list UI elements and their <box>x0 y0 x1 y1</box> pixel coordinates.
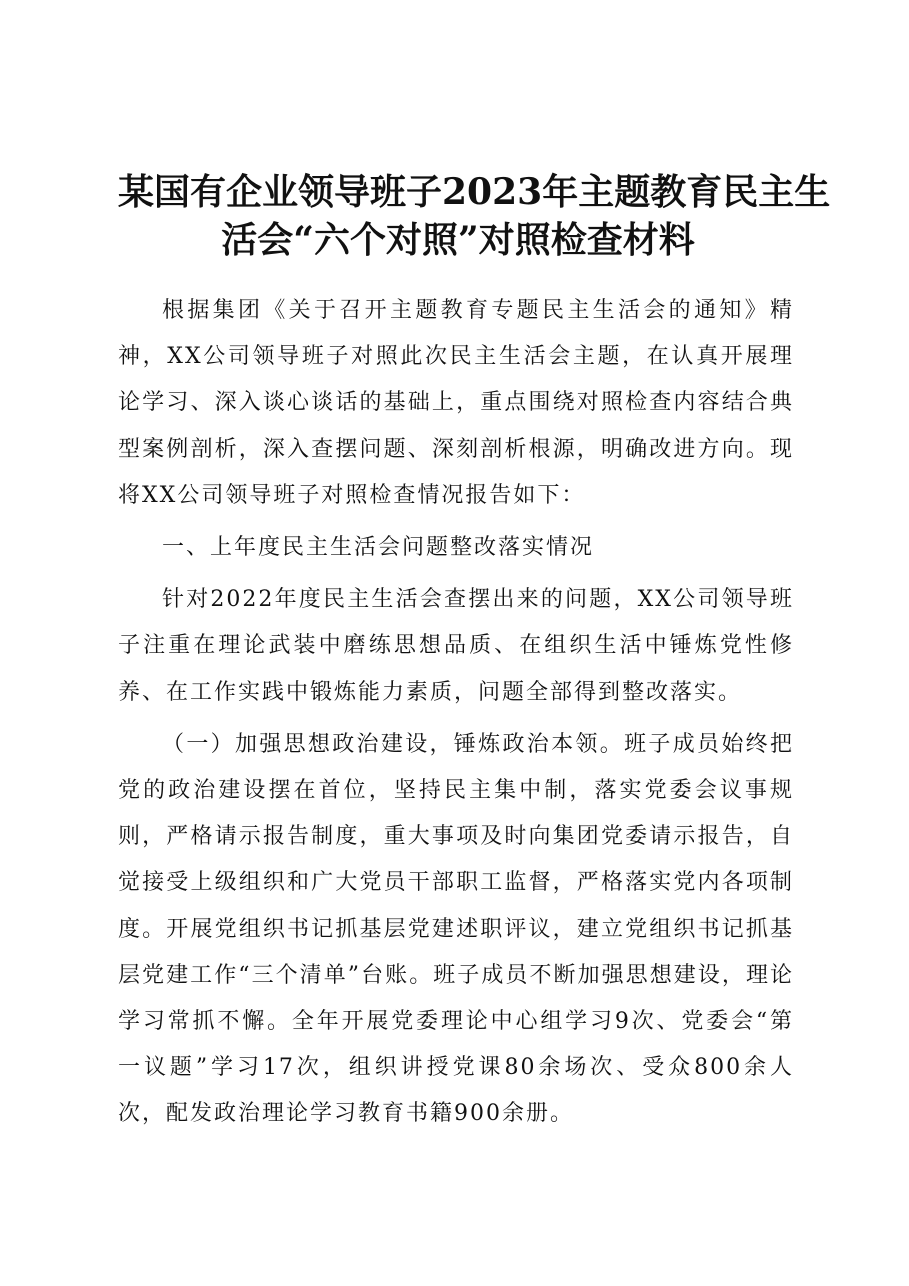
section-heading: 一、上年度民主生活会问题整改落实情况 <box>162 535 595 561</box>
title-line-1: 某国有企业领导班子2023年主题教育民主生 <box>118 171 831 213</box>
subsection-paragraph: （一）加强思想政治建设，锤炼政治本领。班子成员始终把党的政治建设摆在首位，坚持民主集中制，落实党委会议事规则，严格请示报告制度，重大事项及时向集团党委请示报告，自觉接受上级组织和广大党员干部职工监督，严格落实党内各项制度。开展党组织书记抓基层党建述职评议，建立党组织书记抓基层党建工作“三个清单”台账。班子成员不断加强思想建设，理论学习常抓不懈。全年开展党委理论中心组学习9次、党委会“第一议题”学习17次，组织讲授党课80余场次、受众800余人次，配发政治理论学习教育书籍900余册。 <box>118 731 794 1127</box>
intro-paragraph: 根据集团《关于召开主题教育专题民主生活会的通知》精神，XX公司领导班子对照此次民主生活会主题，在认真开展理论学习、深入谈心谈话的基础上，重点围绕对照检查内容结合典型案例剖析，深入查摆问题、深刻剖析根源，明确改进方向。现将XX公司领导班子对照检查情况报告如下： <box>118 298 794 508</box>
title-line-2: 活会“六个对照”对照检查材料 <box>221 219 695 261</box>
document-body <box>118 288 794 1144</box>
section-paragraph: 针对2022年度民主生活会查摆出来的问题，XX公司领导班子注重在理论武装中磨练思想品质、在组织生活中锤炼党性修养、在工作实践中锻炼能力素质，问题全部得到整改落实。 <box>118 587 794 705</box>
document-title <box>118 168 831 264</box>
